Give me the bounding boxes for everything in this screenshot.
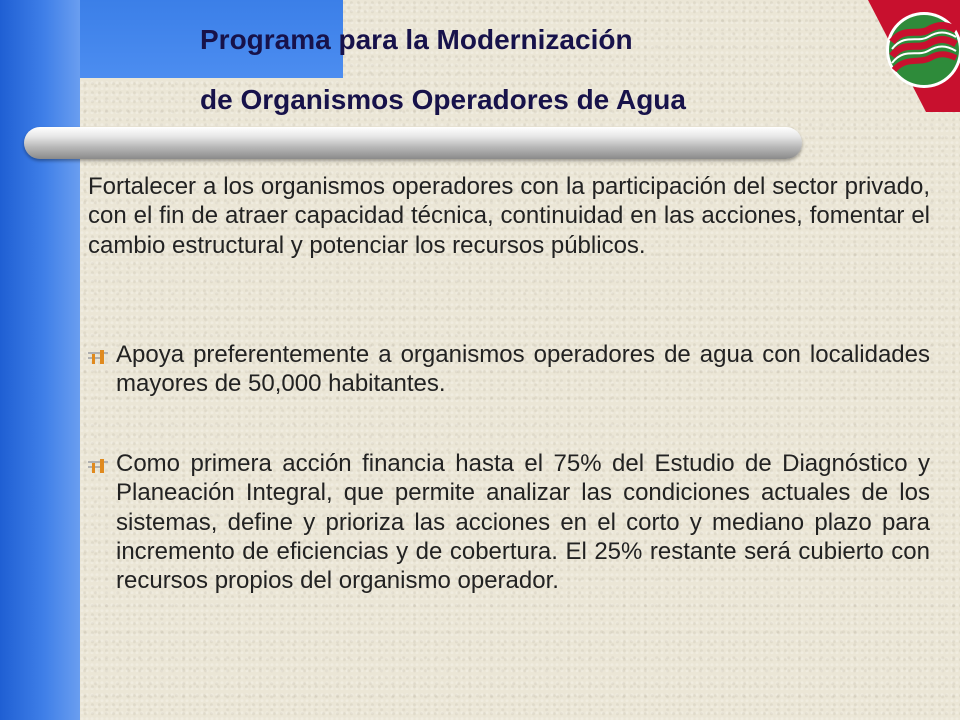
slide-title-line2: de Organismos Operadores de Agua bbox=[200, 84, 686, 115]
intro-paragraph: Fortalecer a los organismos operadores con la participación del sector privado, con el fin de atraer capacidad técnica, continuidad en las acciones, fomentar el cambio estructural y potenciar los recursos públicos. bbox=[88, 173, 930, 259]
left-accent-bar bbox=[0, 0, 80, 720]
list-item bbox=[88, 340, 930, 399]
list-item bbox=[88, 449, 930, 595]
bullet-text: Apoya preferentemente a organismos operadores de agua con localidades mayores de 50,000 habitantes. bbox=[116, 341, 930, 398]
organization-logo-icon bbox=[866, 0, 960, 112]
bullet-icon bbox=[88, 350, 108, 364]
bullet-icon bbox=[88, 459, 108, 473]
bullet-text: Como primera acción financia hasta el 75% del Estudio de Diagnóstico y Planeación Integral, que permite analizar las condiciones actuales de los sistemas, define y prioriza las acciones en el corto y mediano plazo para incremento de eficiencias y de cobertura. El 25% restante será cubierto con recursos propios del organismo operador. bbox=[116, 450, 930, 595]
divider-bar bbox=[24, 127, 802, 159]
slide-title-line1: Programa para la Modernización bbox=[200, 24, 633, 55]
